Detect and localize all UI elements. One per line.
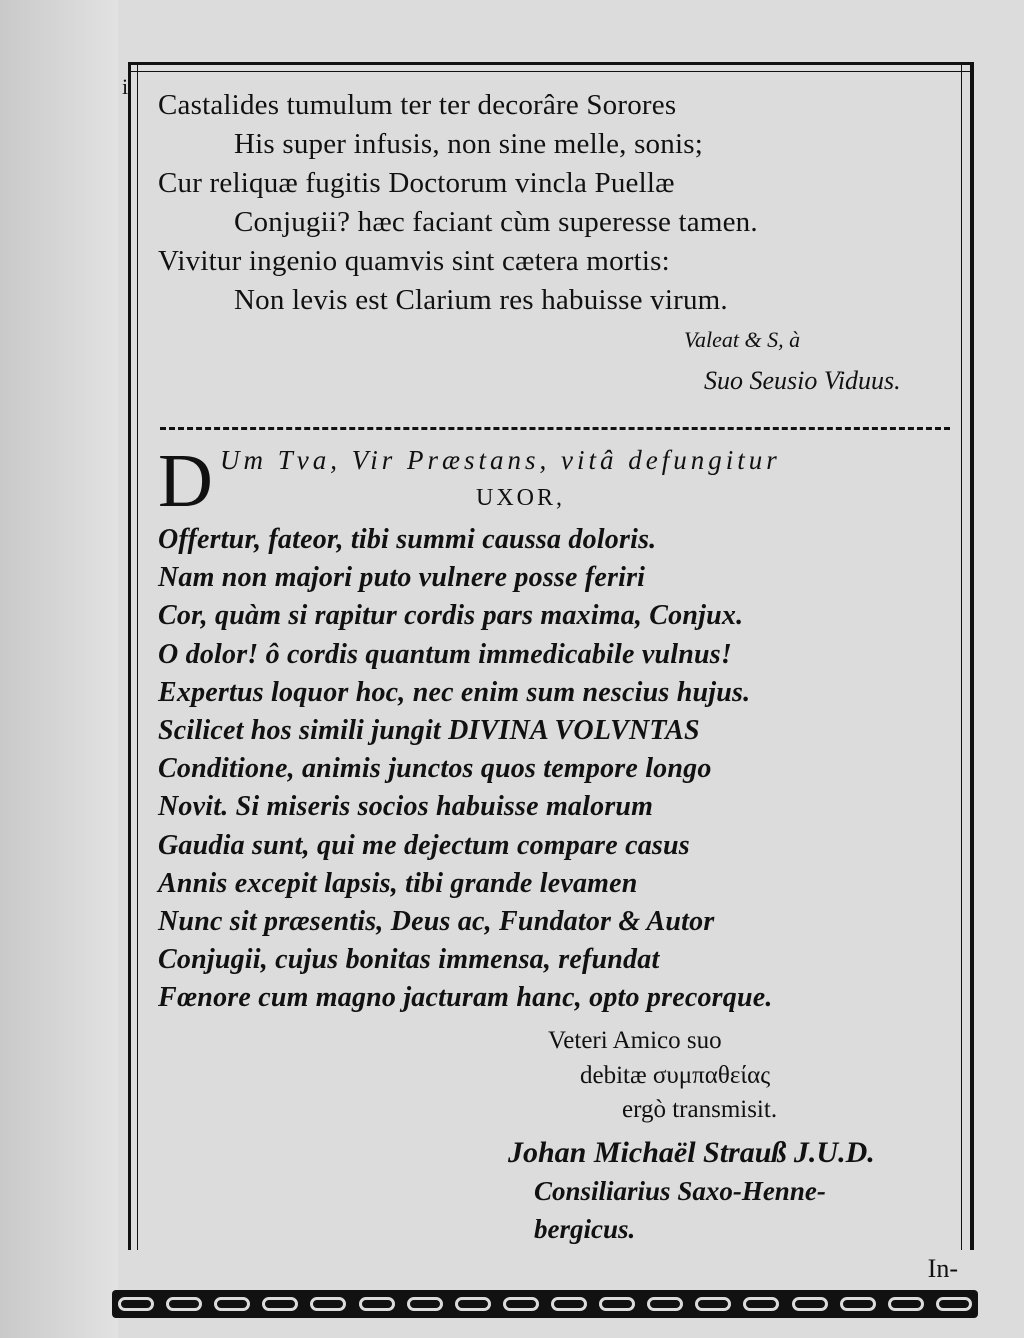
poem-line: Nunc sit præsentis, Deus ac, Fundator & Autor [158,906,715,938]
ornamental-border [112,1290,978,1318]
poem-line: Castalides tumulum ter ter decorâre Sorores [158,89,677,121]
poem-line: Nam non majori puto vulnere posse feriri [158,562,646,594]
catchword: In- [927,1254,958,1283]
closing-line: Veteri Amico suo [548,1027,722,1054]
poem-line: Novit. Si miseris socios habuisse malorum [158,791,654,823]
poem-opening-continuation: UXOR, [476,485,566,511]
poem-line: Conditione, animis junctos quos tempore longo [158,753,712,785]
poem-body [158,521,958,1018]
border-left-rule [128,62,138,1250]
poem-line: Expertus loquor hoc, nec enim sum nescius hujus. [158,676,751,708]
poem-line: Non levis est Clarium res habuisse virum. [234,284,728,316]
poem-line: Cur reliquæ fugitis Doctorum vincla Puellæ [158,167,675,199]
border-right-rule [961,62,974,1250]
poem-line: Scilicet hos simili jungit DIVINA VOLVNTAS [158,715,700,747]
signature-viduus: Suo Seusio Viduus. [704,366,901,395]
poem-line: O dolor! ô cordis quantum immedicabile vulnus! [158,638,732,670]
poem-line: Vivitur ingenio quamvis sint cætera mortis: [158,245,670,277]
poem-line: Annis excepit lapsis, tibi grande levamen [158,867,638,899]
closing-line: ergò transmisit. [622,1096,778,1123]
poem-opening-line: Um Tva, Vir Præstans, vitâ defungitur [220,445,781,475]
poem-castalides [158,86,958,320]
drop-cap: D [158,439,213,523]
closing-line: debitæ συμπαθείας [580,1062,771,1089]
poem-line: Cor, quàm si rapitur cordis pars maxima, Conjux. [158,600,744,632]
border-top-rule [128,62,974,72]
previous-page-edge [0,0,118,1338]
valediction: Valeat & S, à [684,327,801,352]
author-name: Johan Michaël Strauß J.U.D. [508,1136,875,1169]
poem-line: Gaudia sunt, qui me dejectum compare casus [158,829,690,861]
author-title-continued: bergicus. [534,1214,636,1244]
poem-line: Offertur, fateor, tibi summi caussa doloris. [158,524,657,555]
poem-line: His super infusis, non sine melle, sonis; [234,128,703,160]
poem-line: Conjugii? hæc faciant cùm superesse tamen. [234,206,758,238]
author-title: Consiliarius Saxo-Henne- [534,1176,826,1206]
section-divider [160,427,950,430]
poem-line: Conjugii, cujus bonitas immensa, refundat [158,944,660,976]
poem-line: Fœnore cum magno jacturam hanc, opto precorque. [158,982,773,1014]
corner-mark: i [122,74,129,99]
